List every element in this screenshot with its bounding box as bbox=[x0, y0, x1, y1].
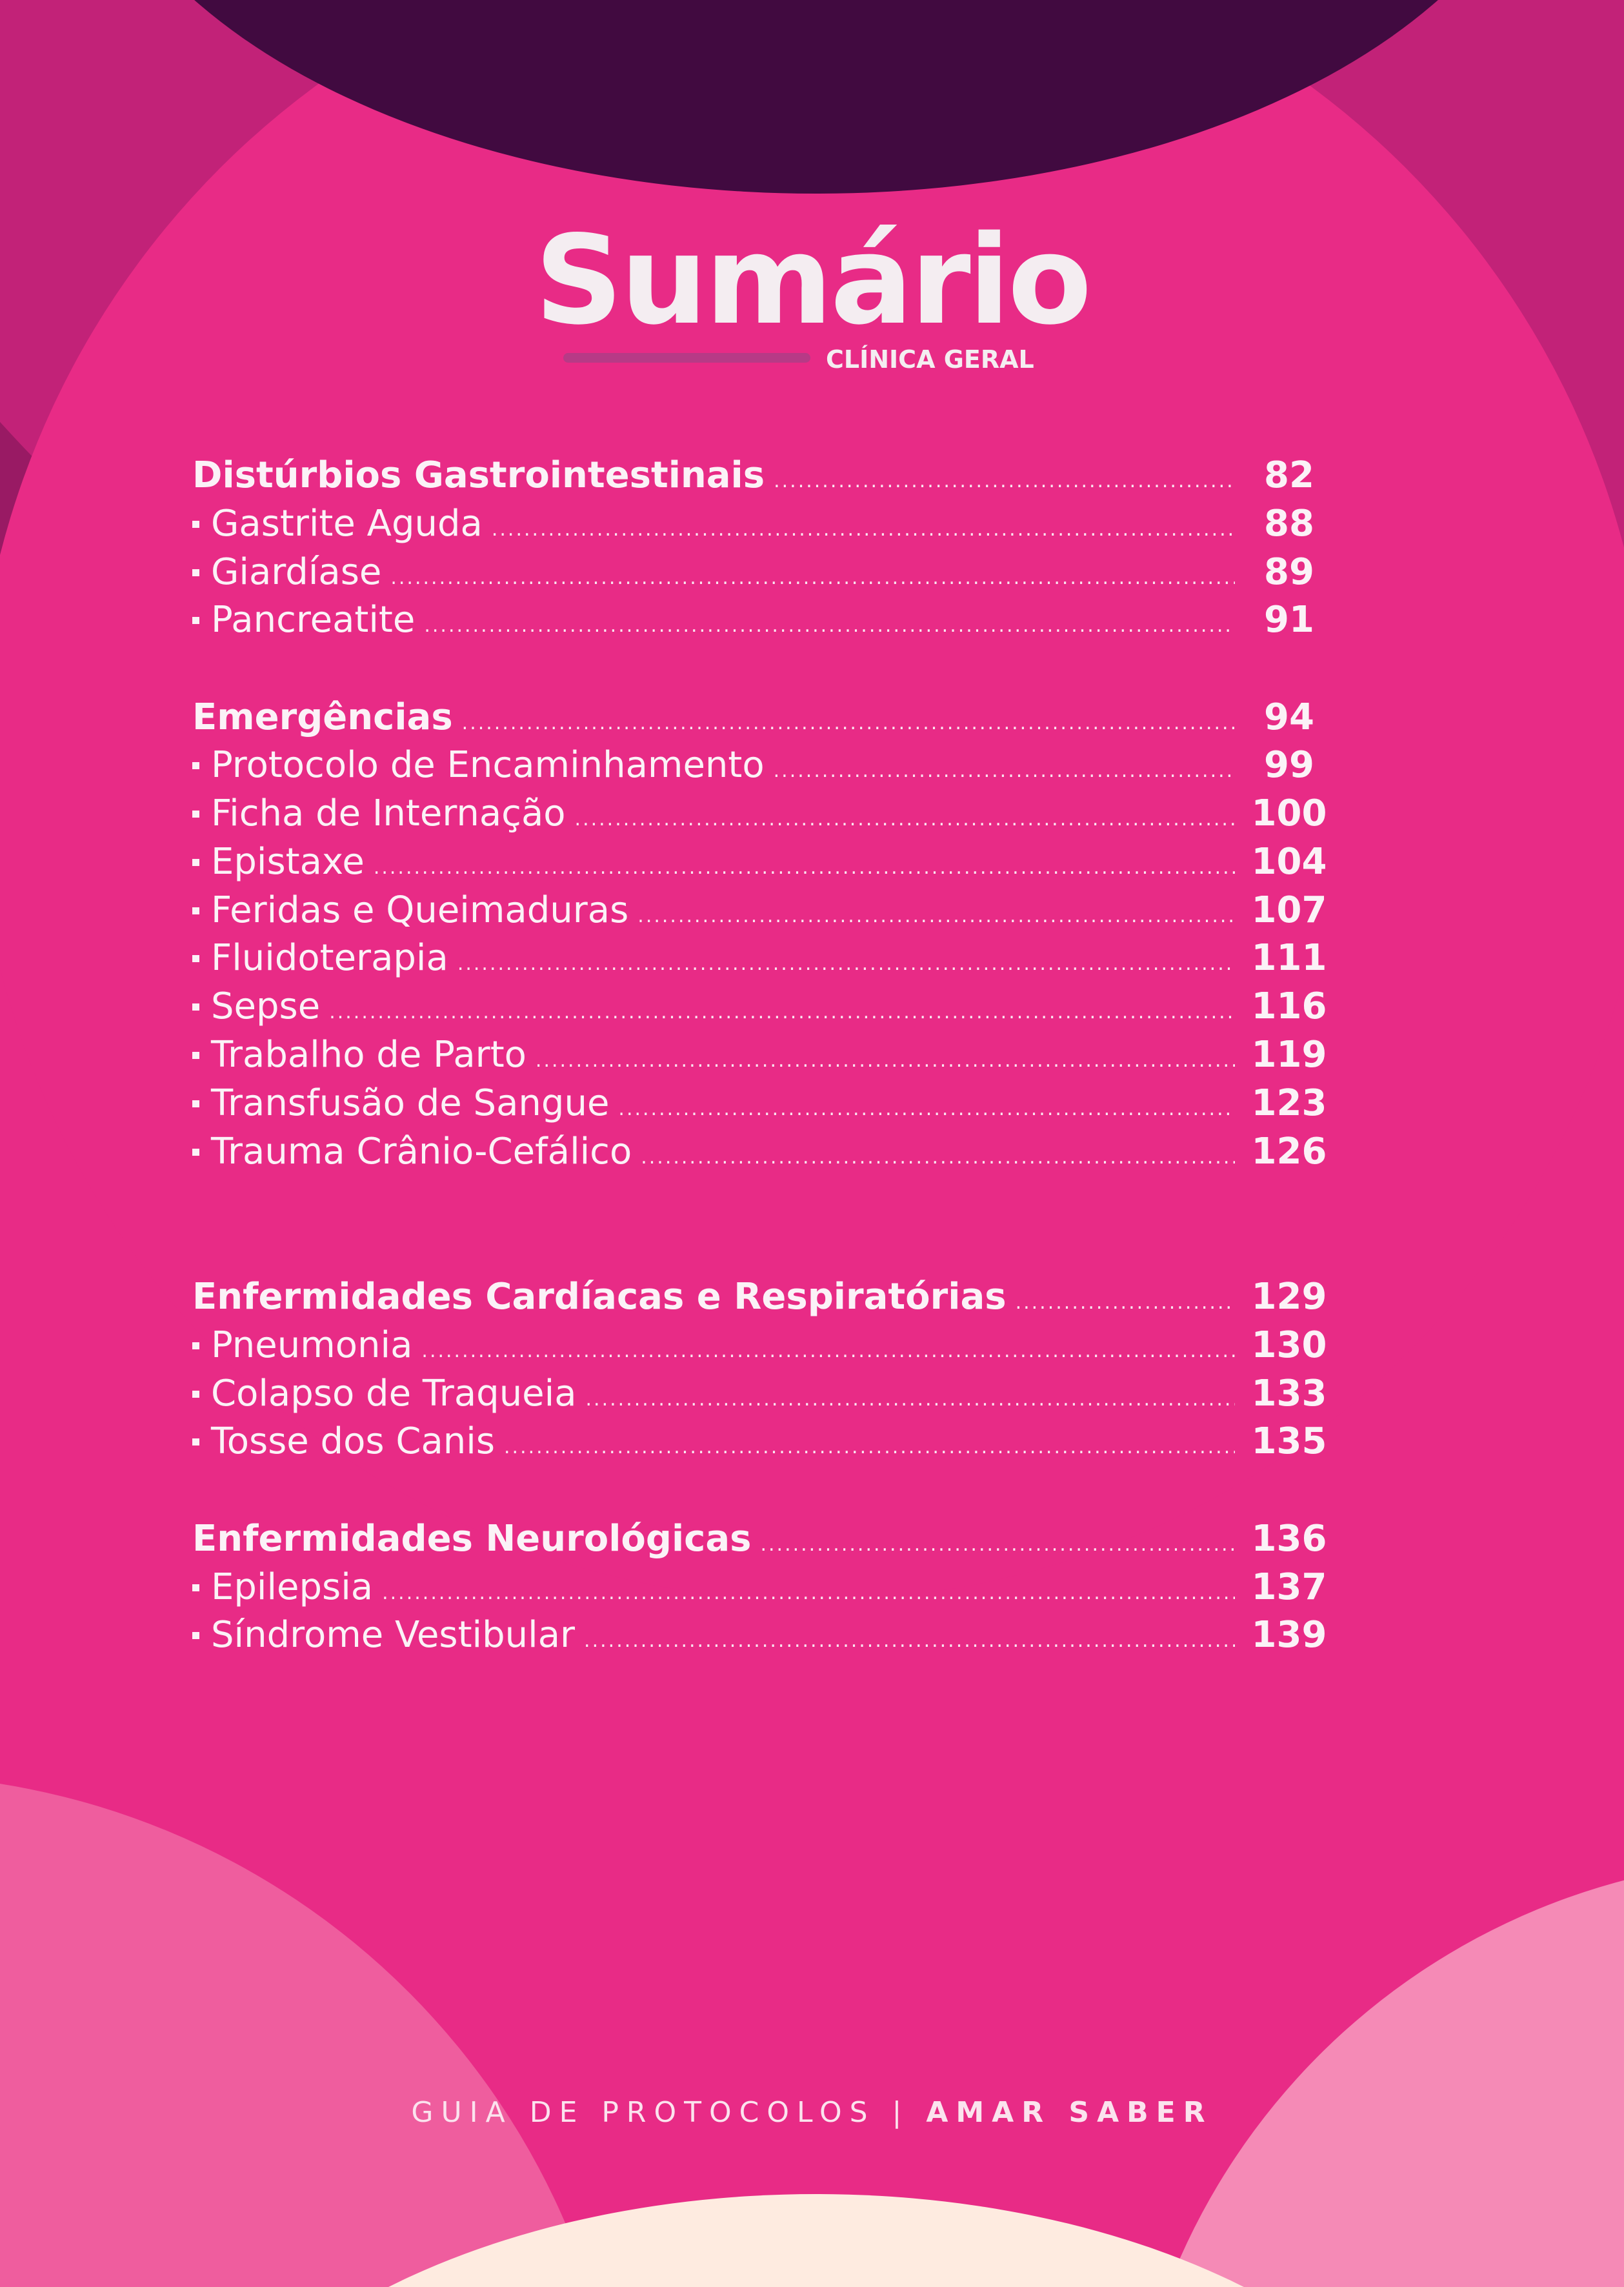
dot-leader bbox=[424, 602, 1235, 650]
toc-item[interactable] bbox=[192, 1080, 1334, 1127]
toc-label: Enfermidades Cardíacas e Respiratórias bbox=[192, 1276, 1007, 1318]
toc-page-number: 88 bbox=[1264, 503, 1314, 545]
toc-page-number: 133 bbox=[1251, 1373, 1327, 1415]
toc-page-number: 126 bbox=[1251, 1131, 1327, 1173]
toc-section-heading[interactable] bbox=[192, 1515, 1334, 1563]
dot-leader bbox=[374, 844, 1235, 892]
bullet-icon bbox=[192, 859, 199, 866]
toc-label: Tosse dos Canis bbox=[211, 1420, 495, 1462]
dot-leader bbox=[504, 1424, 1235, 1471]
bottom-right-shape bbox=[1123, 1859, 1624, 2287]
toc-label: Transfusão de Sangue bbox=[211, 1082, 610, 1124]
bullet-icon bbox=[192, 1391, 199, 1398]
bullet-icon bbox=[192, 1052, 199, 1059]
bullet-icon bbox=[192, 1584, 199, 1591]
toc-label: Epilepsia bbox=[211, 1566, 374, 1608]
toc-label: Pancreatite bbox=[211, 599, 416, 641]
page-title: Sumário bbox=[534, 209, 1090, 352]
toc-page-number: 129 bbox=[1251, 1276, 1327, 1318]
dot-leader bbox=[637, 892, 1235, 940]
bullet-icon bbox=[192, 811, 199, 818]
bullet-icon bbox=[192, 1632, 199, 1639]
bullet-icon bbox=[192, 1149, 199, 1156]
toc-page-number: 139 bbox=[1251, 1614, 1327, 1656]
toc-label: Fluidoterapia bbox=[211, 937, 448, 979]
toc-item[interactable] bbox=[192, 1322, 1334, 1369]
toc-label: Gastrite Aguda bbox=[211, 503, 483, 545]
toc-page-number: 99 bbox=[1264, 744, 1314, 786]
toc-page-number: 107 bbox=[1251, 889, 1327, 931]
toc-item[interactable] bbox=[192, 1611, 1334, 1659]
toc-item[interactable] bbox=[192, 838, 1334, 886]
dot-leader bbox=[618, 1085, 1235, 1133]
toc-label: Ficha de Internação bbox=[211, 792, 566, 834]
bottom-left-shape bbox=[0, 1775, 626, 2287]
toc-label: Síndrome Vestibular bbox=[211, 1614, 576, 1656]
toc-label: Pneumonia bbox=[211, 1324, 413, 1366]
dot-leader bbox=[774, 458, 1235, 505]
toc-item[interactable] bbox=[192, 1128, 1334, 1176]
toc-item[interactable] bbox=[192, 1031, 1334, 1079]
toc-page-number: 135 bbox=[1251, 1420, 1327, 1462]
toc-page-number: 136 bbox=[1251, 1518, 1327, 1560]
dot-leader bbox=[1016, 1279, 1235, 1327]
title-underline bbox=[563, 353, 810, 363]
toc-item[interactable] bbox=[192, 790, 1334, 838]
toc-label: Feridas e Queimaduras bbox=[211, 889, 629, 931]
bullet-icon bbox=[192, 617, 199, 624]
bullet-icon bbox=[192, 1100, 199, 1107]
toc-page-number: 137 bbox=[1251, 1566, 1327, 1608]
dot-leader bbox=[575, 796, 1235, 843]
toc-page-number: 116 bbox=[1251, 985, 1327, 1027]
bullet-icon bbox=[192, 1003, 199, 1011]
toc-item[interactable] bbox=[192, 983, 1334, 1031]
toc-item[interactable] bbox=[192, 1564, 1334, 1611]
toc-item[interactable] bbox=[192, 887, 1334, 934]
toc-label: Colapso de Traqueia bbox=[211, 1373, 577, 1415]
page-subtitle: CLÍNICA GERAL bbox=[826, 345, 1034, 374]
toc-section-heading[interactable] bbox=[192, 694, 1334, 741]
toc-page-number: 94 bbox=[1264, 696, 1314, 738]
dot-leader bbox=[584, 1617, 1235, 1665]
toc-page-number: 119 bbox=[1251, 1034, 1327, 1076]
toc-label: Trauma Crânio-Cefálico bbox=[211, 1131, 632, 1173]
bullet-icon bbox=[192, 569, 199, 576]
toc-page-number: 111 bbox=[1251, 937, 1327, 979]
toc-label: Epistaxe bbox=[211, 841, 365, 883]
dot-leader bbox=[382, 1569, 1235, 1617]
bullet-icon bbox=[192, 762, 199, 769]
title-block bbox=[0, 209, 1624, 352]
toc-label: Enfermidades Neurológicas bbox=[192, 1518, 752, 1560]
toc-item[interactable] bbox=[192, 549, 1334, 596]
dot-leader bbox=[390, 554, 1235, 602]
toc-label: Emergências bbox=[192, 696, 453, 738]
dot-leader bbox=[492, 506, 1235, 554]
toc-page-number: 89 bbox=[1264, 551, 1314, 593]
dot-leader bbox=[457, 940, 1235, 988]
toc-page-number: 130 bbox=[1251, 1324, 1327, 1366]
toc-label: Trabalho de Parto bbox=[211, 1034, 526, 1076]
toc-item[interactable] bbox=[192, 1370, 1334, 1418]
dot-leader bbox=[421, 1327, 1235, 1375]
toc-item[interactable] bbox=[192, 934, 1334, 982]
toc-section-heading[interactable] bbox=[192, 1273, 1334, 1321]
toc-label: Sepse bbox=[211, 985, 321, 1027]
bullet-icon bbox=[192, 1438, 199, 1446]
footer-brand: AMAR SABER bbox=[926, 2096, 1213, 2129]
toc-page-number: 123 bbox=[1251, 1082, 1327, 1124]
footer-text: GUIA DE PROTOCOLOS | bbox=[411, 2096, 910, 2129]
dot-leader bbox=[774, 747, 1235, 795]
toc-page-number: 82 bbox=[1264, 454, 1314, 496]
dot-leader bbox=[641, 1134, 1235, 1182]
toc-item[interactable] bbox=[192, 741, 1334, 789]
dot-leader bbox=[462, 700, 1235, 747]
toc-item[interactable] bbox=[192, 1418, 1334, 1466]
bullet-icon bbox=[192, 907, 199, 914]
bullet-icon bbox=[192, 1342, 199, 1349]
toc-label: Protocolo de Encaminhamento bbox=[211, 744, 765, 786]
toc-page-number: 100 bbox=[1251, 792, 1327, 834]
footer bbox=[0, 2096, 1624, 2129]
dot-leader bbox=[329, 989, 1235, 1036]
toc-section-heading[interactable] bbox=[192, 452, 1334, 499]
toc-item[interactable] bbox=[192, 500, 1334, 548]
toc-page-number: 104 bbox=[1251, 841, 1327, 883]
toc-label: Giardíase bbox=[211, 551, 382, 593]
toc-item[interactable] bbox=[192, 596, 1334, 644]
dot-leader bbox=[536, 1037, 1235, 1085]
bullet-icon bbox=[192, 955, 199, 962]
toc-page-number: 91 bbox=[1264, 599, 1314, 641]
bullet-icon bbox=[192, 521, 199, 528]
dot-leader bbox=[760, 1521, 1235, 1569]
dot-leader bbox=[586, 1376, 1235, 1424]
toc-label: Distúrbios Gastrointestinais bbox=[192, 454, 765, 496]
